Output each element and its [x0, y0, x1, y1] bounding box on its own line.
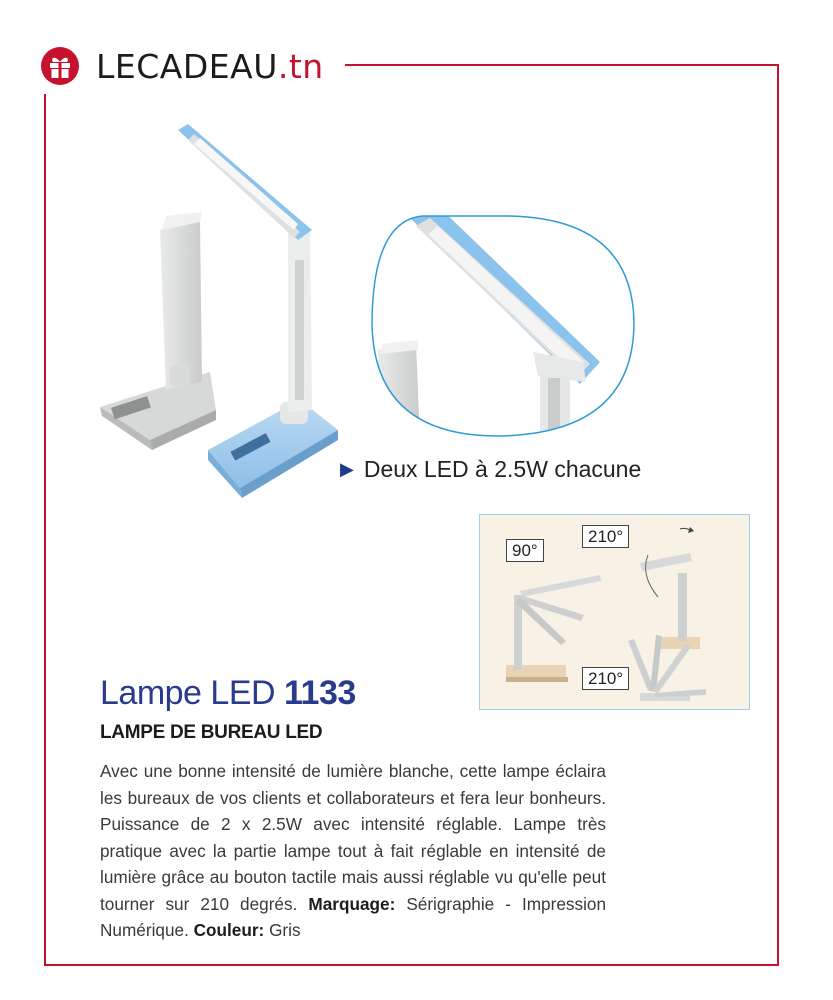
feature-bullet: [340, 456, 641, 483]
frame-left-border: [44, 94, 46, 966]
marking-value: Sérigraphie - Impression Numérique.: [100, 893, 607, 940]
frame-bottom-border: [44, 964, 779, 966]
gift-icon: [40, 46, 80, 86]
product-description: [100, 758, 606, 944]
angle-label-210-bottom: 210°: [582, 667, 629, 690]
marking-label: Marquage:: [308, 893, 396, 914]
angle-label-90: 90°: [506, 539, 544, 562]
product-photo: [90, 120, 360, 500]
feature-text: Deux LED à 2.5W chacune: [363, 456, 642, 482]
color-label: Couleur:: [193, 920, 265, 940]
product-reference: 1133: [284, 674, 356, 712]
angle-label-210-top: 210°: [582, 525, 629, 548]
frame-right-border: [777, 64, 779, 966]
play-arrow-icon: ▶: [340, 459, 354, 479]
brand-logo[interactable]: [40, 44, 324, 88]
color-value: Gris: [269, 920, 301, 940]
rotation-diagram: [479, 514, 750, 710]
product-title: [100, 674, 356, 713]
product-subtitle: LAMPE DE BUREAU LED: [100, 722, 323, 743]
brand-wordmark: [96, 47, 324, 86]
product-title-prefix: Lampe LED: [100, 674, 276, 712]
frame-top-border: [345, 64, 779, 66]
description-main: Avec une bonne intensité de lumière blanche, cette lampe éclaira les bureaux de vos clients et collaborateurs et fera leur bonheurs. Puissance de 2 x 2.5W avec intensité réglable. Lampe très pratique avec la partie lampe tout à fait réglable en intensité de lumière grâce au bouton tactile mais aussi réglable vu qu'elle peut tourner sur 210 degrés.: [100, 761, 606, 914]
brand-tld: .tn: [277, 46, 324, 86]
led-zoom-photo: [368, 212, 638, 440]
brand-name: LECADEAU: [96, 46, 278, 86]
